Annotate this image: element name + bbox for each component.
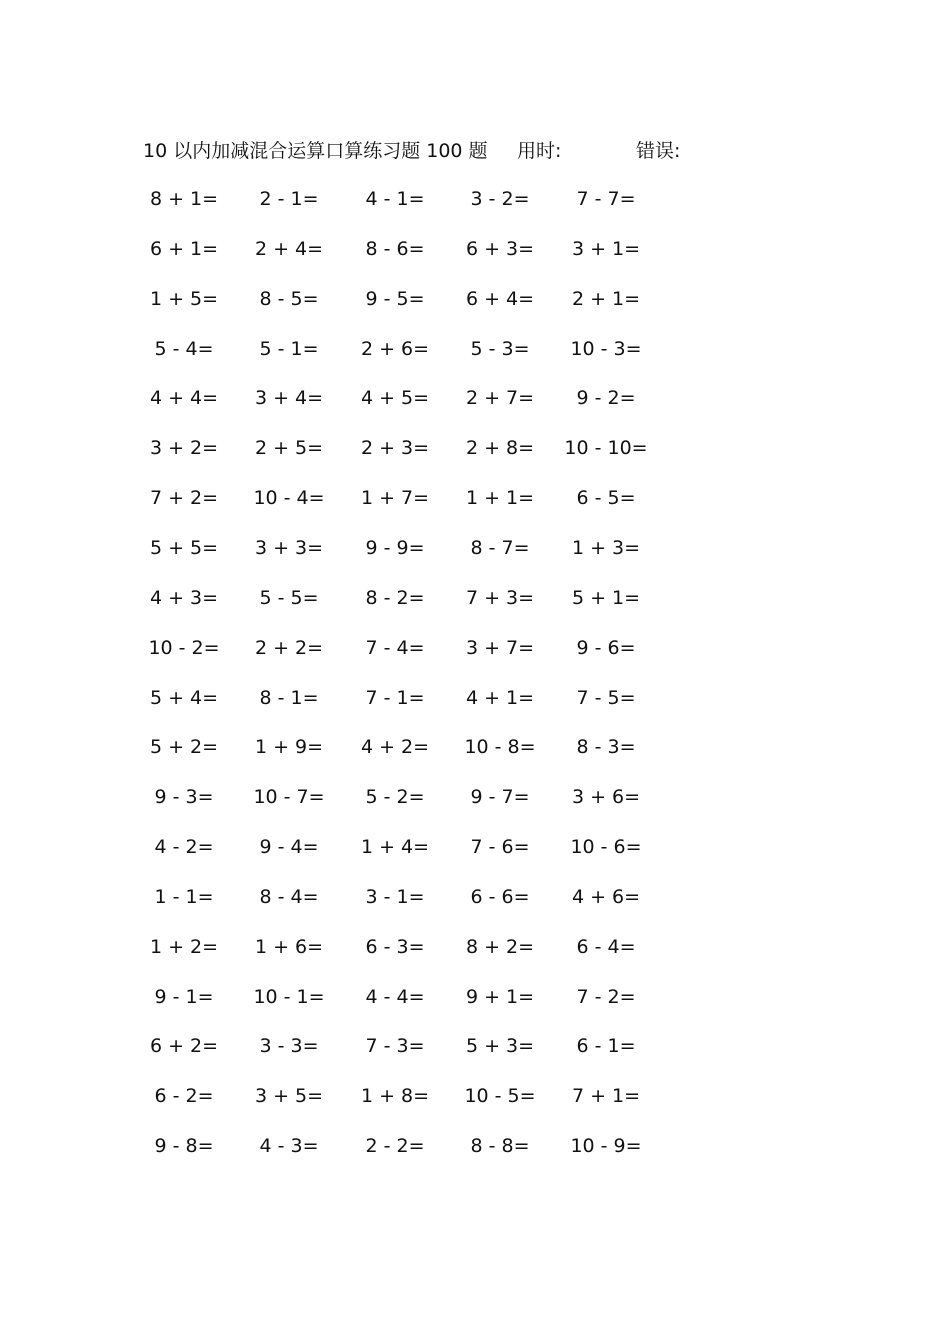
problem-item: 3 - 1= — [365, 885, 425, 908]
problem-item: 2 + 1= — [571, 287, 641, 310]
problem-item: 5 - 1= — [259, 337, 319, 360]
problem-item: 3 + 1= — [571, 237, 641, 260]
problem-item: 5 + 1= — [571, 586, 641, 609]
problem-item: 5 - 4= — [154, 337, 214, 360]
problem-item: 10 - 7= — [253, 786, 325, 809]
problem-item: 3 + 5= — [254, 1085, 324, 1108]
problem-item: 8 - 3= — [576, 736, 636, 759]
problem-item: 5 + 2= — [149, 736, 219, 759]
problem-item: 9 - 4= — [259, 836, 319, 859]
problem-item: 1 - 1= — [154, 885, 214, 908]
problem-item: 5 + 3= — [465, 1035, 535, 1058]
problem-item: 7 - 5= — [576, 686, 636, 709]
worksheet-title: 10 以内加减混合运算口算练习题 100 题 — [143, 140, 488, 162]
problem-item: 9 - 1= — [154, 985, 214, 1008]
problem-item: 4 + 4= — [149, 387, 219, 410]
problem-item: 3 - 2= — [470, 188, 530, 210]
problem-item: 1 + 5= — [149, 287, 219, 310]
problem-item: 5 + 5= — [149, 536, 219, 559]
problem-item: 1 + 7= — [360, 487, 430, 510]
problem-item: 10 - 8= — [464, 736, 536, 759]
problem-item: 4 + 5= — [360, 387, 430, 410]
problem-item: 8 - 7= — [470, 536, 530, 559]
problem-item: 10 - 4= — [253, 487, 325, 510]
problem-item: 7 + 1= — [571, 1085, 641, 1108]
problem-item: 3 - 3= — [259, 1035, 319, 1058]
problem-item: 1 + 9= — [254, 736, 324, 759]
problem-item: 4 - 2= — [154, 836, 214, 859]
problem-item: 8 - 5= — [259, 287, 319, 310]
problem-item: 9 - 9= — [365, 536, 425, 559]
problem-item: 5 - 2= — [365, 786, 425, 809]
problem-item: 8 + 1= — [149, 188, 219, 210]
problem-item: 1 + 8= — [360, 1085, 430, 1108]
problem-item: 7 - 7= — [576, 188, 636, 210]
problem-item: 7 - 1= — [365, 686, 425, 709]
problem-item: 9 - 7= — [470, 786, 530, 809]
problem-item: 2 + 8= — [465, 437, 535, 460]
problem-item: 3 + 6= — [571, 786, 641, 809]
problem-item: 4 - 1= — [365, 188, 425, 210]
problem-item: 1 + 3= — [571, 536, 641, 559]
problem-item: 4 + 2= — [360, 736, 430, 759]
problem-item: 10 - 10= — [564, 437, 648, 460]
problem-item: 6 + 1= — [149, 237, 219, 260]
problem-item: 10 - 9= — [570, 1135, 642, 1158]
problem-item: 6 + 4= — [465, 287, 535, 310]
problem-item: 6 - 5= — [576, 487, 636, 510]
problem-item: 6 + 2= — [149, 1035, 219, 1058]
problem-item: 7 + 3= — [465, 586, 535, 609]
problem-item: 8 - 6= — [365, 237, 425, 260]
problem-item: 6 - 1= — [576, 1035, 636, 1058]
problem-item: 9 - 5= — [365, 287, 425, 310]
problem-item: 6 - 4= — [576, 935, 636, 958]
problem-item: 5 - 3= — [470, 337, 530, 360]
problem-item: 3 + 4= — [254, 387, 324, 410]
problem-item: 7 - 2= — [576, 985, 636, 1008]
problem-item: 1 + 1= — [465, 487, 535, 510]
problem-item: 6 + 3= — [465, 237, 535, 260]
problem-item: 1 + 2= — [149, 935, 219, 958]
problem-item: 3 + 3= — [254, 536, 324, 559]
problem-item: 8 - 4= — [259, 885, 319, 908]
problem-item: 4 + 1= — [465, 686, 535, 709]
time-label: 用时: — [517, 140, 562, 162]
problem-item: 6 - 3= — [365, 935, 425, 958]
problem-item: 7 - 3= — [365, 1035, 425, 1058]
problem-item: 7 + 2= — [149, 487, 219, 510]
problem-item: 2 + 5= — [254, 437, 324, 460]
problem-item: 8 - 8= — [470, 1135, 530, 1158]
problem-item: 2 + 6= — [360, 337, 430, 360]
problem-item: 6 - 6= — [470, 885, 530, 908]
problem-item: 6 - 2= — [154, 1085, 214, 1108]
problem-item: 2 + 3= — [360, 437, 430, 460]
problem-item: 5 - 5= — [259, 586, 319, 609]
problem-item: 10 - 3= — [570, 337, 642, 360]
problem-item: 2 - 1= — [259, 188, 319, 210]
problem-item: 4 - 3= — [259, 1135, 319, 1158]
problem-item: 2 + 2= — [254, 636, 324, 659]
problem-item: 5 + 4= — [149, 686, 219, 709]
problem-item: 10 - 1= — [253, 985, 325, 1008]
problem-item: 8 - 2= — [365, 586, 425, 609]
problem-item: 10 - 2= — [148, 636, 220, 659]
error-label: 错误: — [636, 140, 681, 162]
problem-item: 10 - 6= — [570, 836, 642, 859]
problem-item: 10 - 5= — [464, 1085, 536, 1108]
problem-item: 2 - 2= — [365, 1135, 425, 1158]
problem-item: 3 + 7= — [465, 636, 535, 659]
problem-item: 9 - 6= — [576, 636, 636, 659]
problem-item: 7 - 6= — [470, 836, 530, 859]
problem-item: 7 - 4= — [365, 636, 425, 659]
problem-item: 2 + 7= — [465, 387, 535, 410]
problem-item: 9 + 1= — [465, 985, 535, 1008]
problem-item: 8 - 1= — [259, 686, 319, 709]
problem-item: 4 + 3= — [149, 586, 219, 609]
problem-item: 9 - 8= — [154, 1135, 214, 1158]
problem-item: 3 + 2= — [149, 437, 219, 460]
problem-item: 9 - 3= — [154, 786, 214, 809]
problem-item: 4 + 6= — [571, 885, 641, 908]
problem-item: 4 - 4= — [365, 985, 425, 1008]
problem-item: 9 - 2= — [576, 387, 636, 410]
problem-item: 1 + 6= — [254, 935, 324, 958]
problem-item: 8 + 2= — [465, 935, 535, 958]
problem-item: 2 + 4= — [254, 237, 324, 260]
problem-item: 1 + 4= — [360, 836, 430, 859]
